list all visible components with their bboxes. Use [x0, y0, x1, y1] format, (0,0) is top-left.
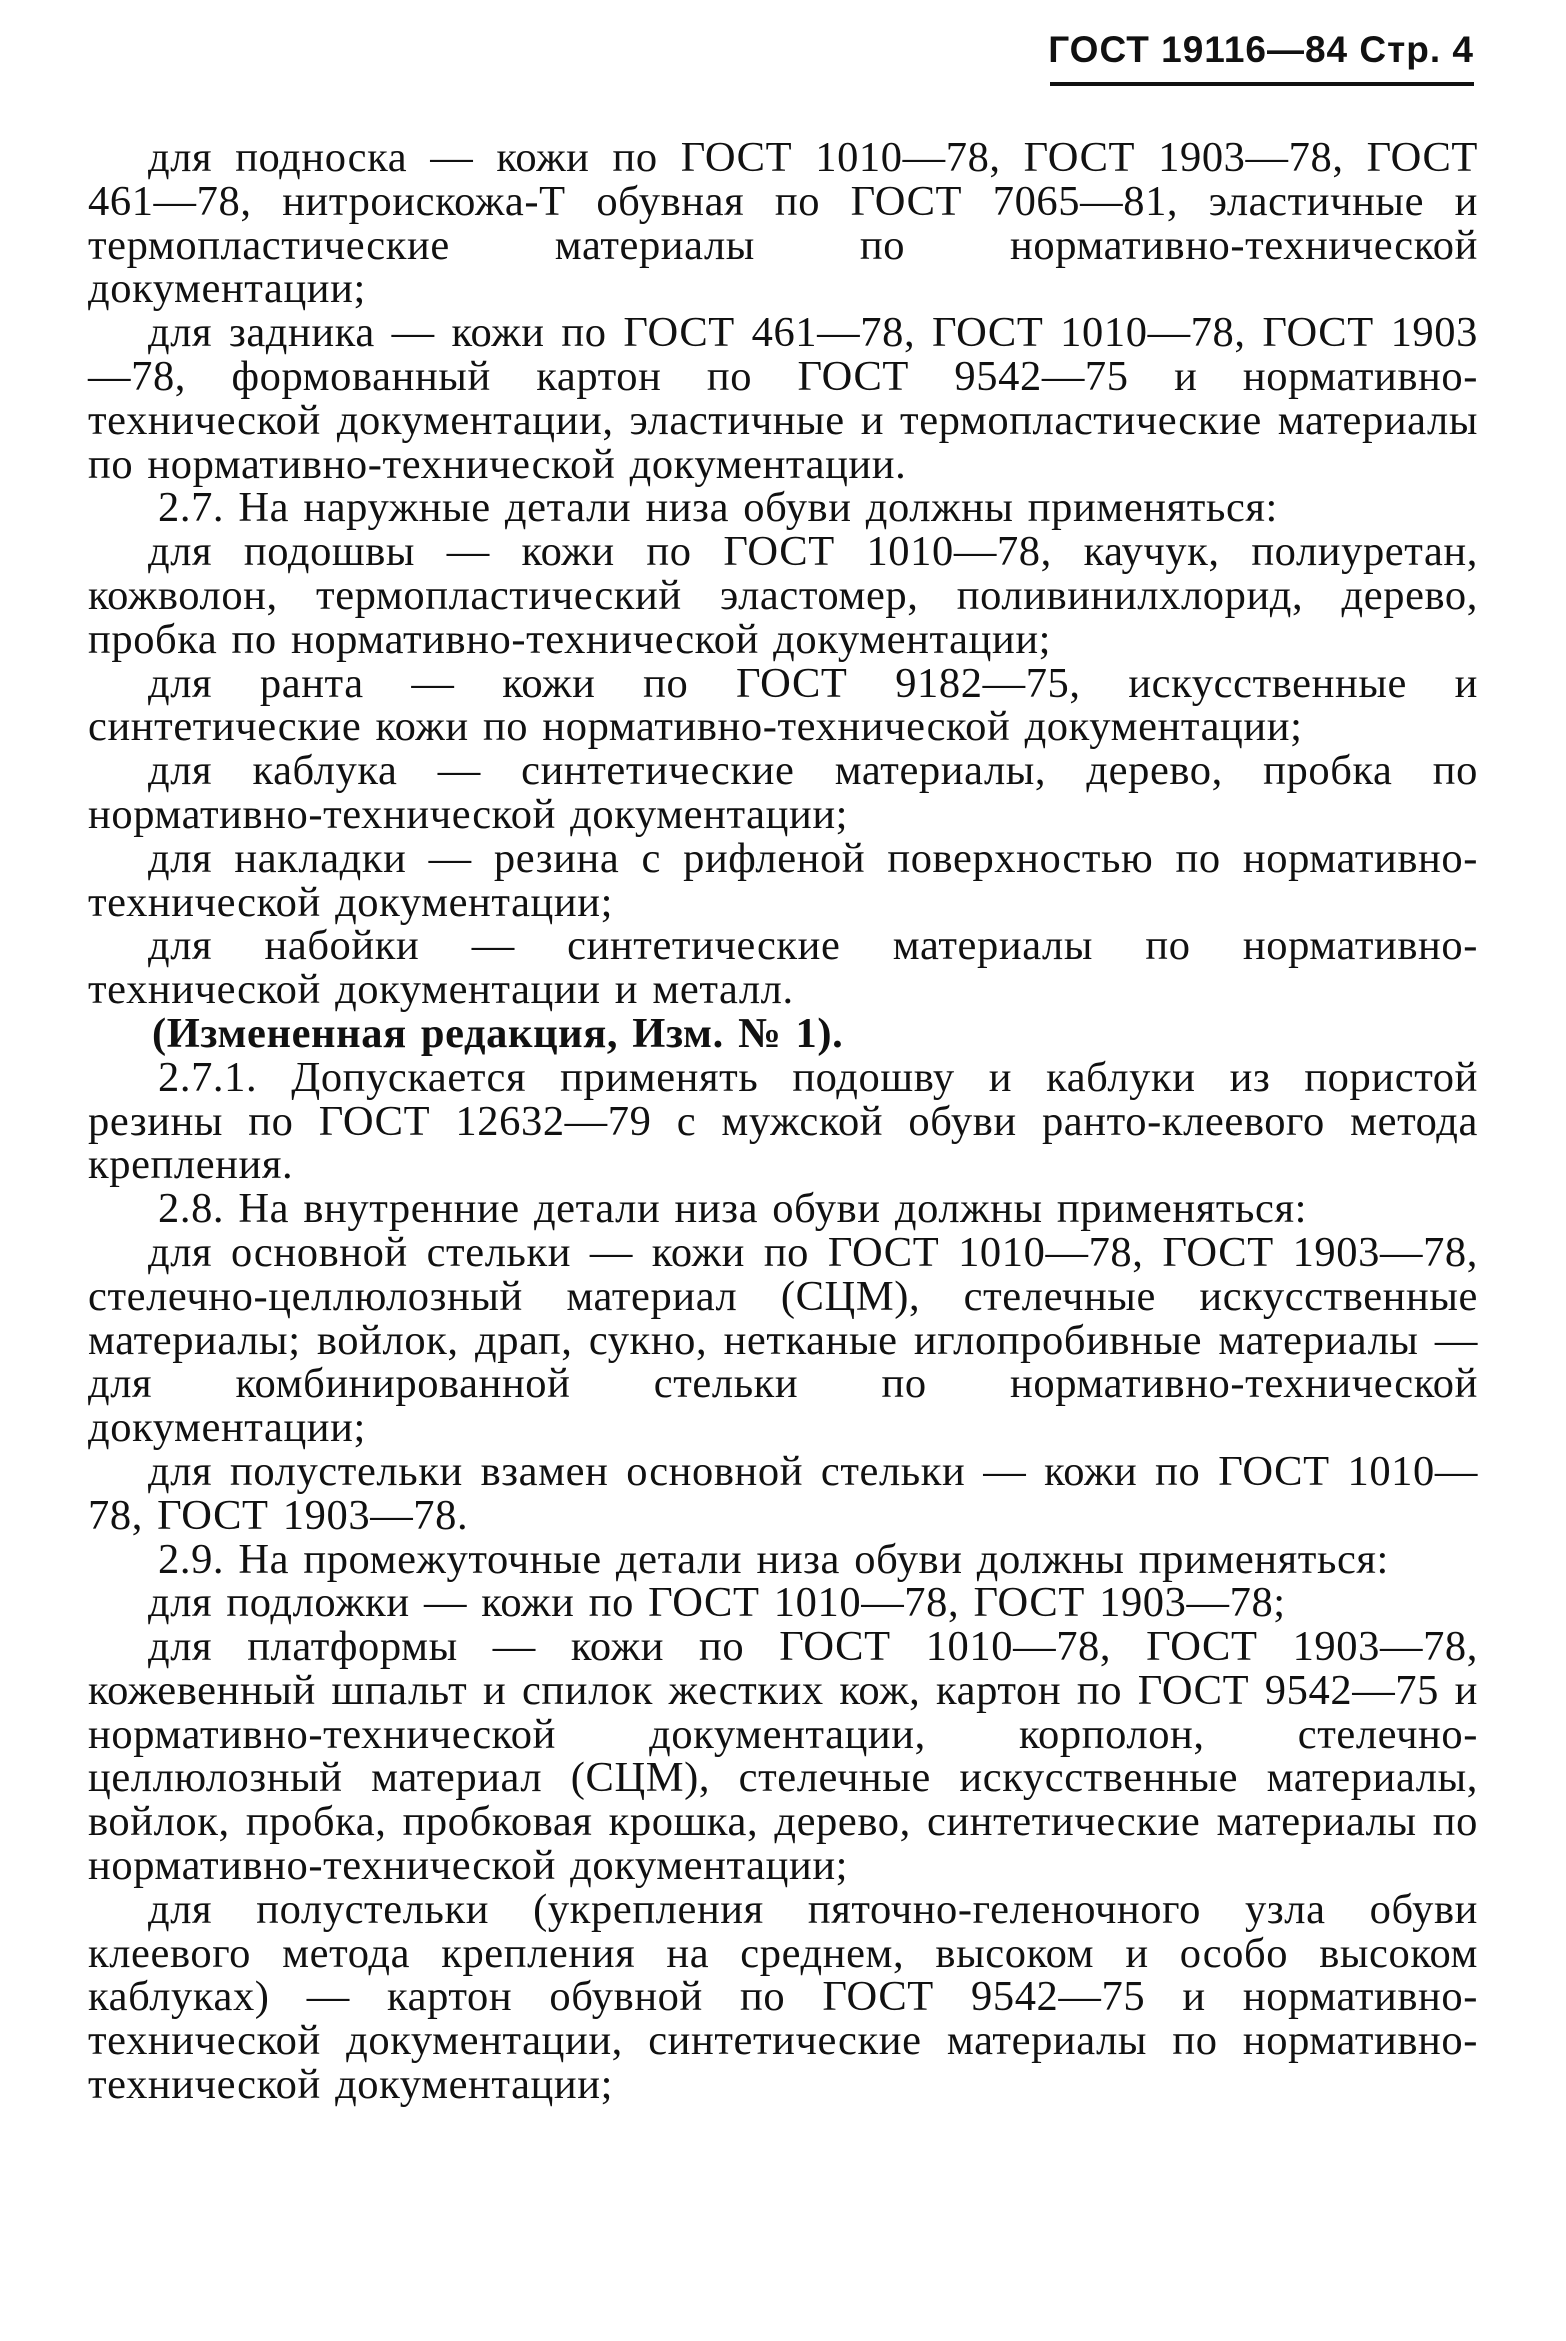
- clause-2-9: 2.9. На промежуточные детали низа обуви должны применяться:: [158, 1535, 1389, 1583]
- header-rule: [1050, 82, 1474, 86]
- clause-2-7-1: 2.7.1. Допускается применять подошву и каблуки из пористой резины по ГОСТ 12632—79 с мужской обуви ранто-клеевого метода крепления.: [88, 1053, 1478, 1189]
- paragraph-rant: для ранта — кожи по ГОСТ 9182—75, искусственные и синтетические кожи по нормативно-технической документации;: [88, 659, 1478, 751]
- paragraph-kabluk: для каблука — синтетические материалы, дерево, пробка по нормативно-технической документации;: [88, 747, 1478, 838]
- paragraph-naboika: для набойки — синтетические материалы по нормативно-технической документации и металл.: [88, 922, 1478, 1014]
- paragraph-podlozhka: для подложки — кожи по ГОСТ 1010—78, ГОСТ 1903—78;: [148, 1579, 1286, 1627]
- paragraph-podoshva: для подошвы — кожи по ГОСТ 1010—78, каучук, полиуретан, кожволон, термопластический эластомер, поливинилхлорид, дерево, пробка по нормативно-технической документации;: [88, 528, 1478, 663]
- document-body: [88, 136, 1478, 2107]
- paragraph-polustelka: для полустельки взамен основной стельки — кожи по ГОСТ 1010—78, ГОСТ 1903—78.: [88, 1447, 1478, 1539]
- paragraph-polustelka-ukreplenie: для полустельки (укрепления пяточно-геленочного узла обуви клеевого метода крепления на среднем, высоком и особо высоком каблуках) — картон обувной по ГОСТ 9542—75 и нормативно-технической документации, синтетические материалы по нормативно-технической документации;: [88, 1885, 1478, 2109]
- clause-2-8: 2.8. На внутренние детали низа обуви должны применяться:: [158, 1185, 1308, 1233]
- paragraph-osnovnaya-stelka: для основной стельки — кожи по ГОСТ 1010—78, ГОСТ 1903—78, стелечно-целлюлозный материал (СЦМ), стелечные искусственные материалы; войлок, драп, сукно, нетканые иглопробивные материалы — для комбинированной стельки по нормативно-технической документации;: [88, 1228, 1478, 1452]
- running-header: ГОСТ 19116—84 Стр. 4: [1048, 29, 1474, 70]
- paragraph-platforma: для платформы — кожи по ГОСТ 1010—78, ГОСТ 1903—78, кожевенный шпальт и спилок жестких кож, картон по ГОСТ 9542—75 и нормативно-технической документации, корполон, стелечно-целлюлозный материал (СЦМ), стелечные искусственные материалы, войлок, пробка, пробковая крошка, дерево, синтетические материалы по нормативно-технической документации;: [88, 1623, 1478, 1890]
- amendment-note: (Измененная редакция, Изм. № 1).: [152, 1009, 844, 1057]
- paragraph-zadnik: для задника — кожи по ГОСТ 461—78, ГОСТ 1010—78, ГОСТ 1903—78, формованный картон по ГОСТ 9542—75 и нормативно-технической документации, эластичные и термопластические материалы по нормативно-технической документации.: [88, 309, 1478, 488]
- paragraph-nakladka: для накладки — резина с рифленой поверхностью по нормативно-технической документации;: [88, 834, 1478, 926]
- paragraph-podnosok: для подноска — кожи по ГОСТ 1010—78, ГОСТ 1903—78, ГОСТ 461—78, нитроискожа-Т обувная по ГОСТ 7065—81, эластичные и термопластические материалы по нормативно-технической документации;: [88, 134, 1478, 313]
- clause-2-7: 2.7. На наружные детали низа обуви должны применяться:: [158, 484, 1278, 532]
- document-page: [88, 28, 1478, 2308]
